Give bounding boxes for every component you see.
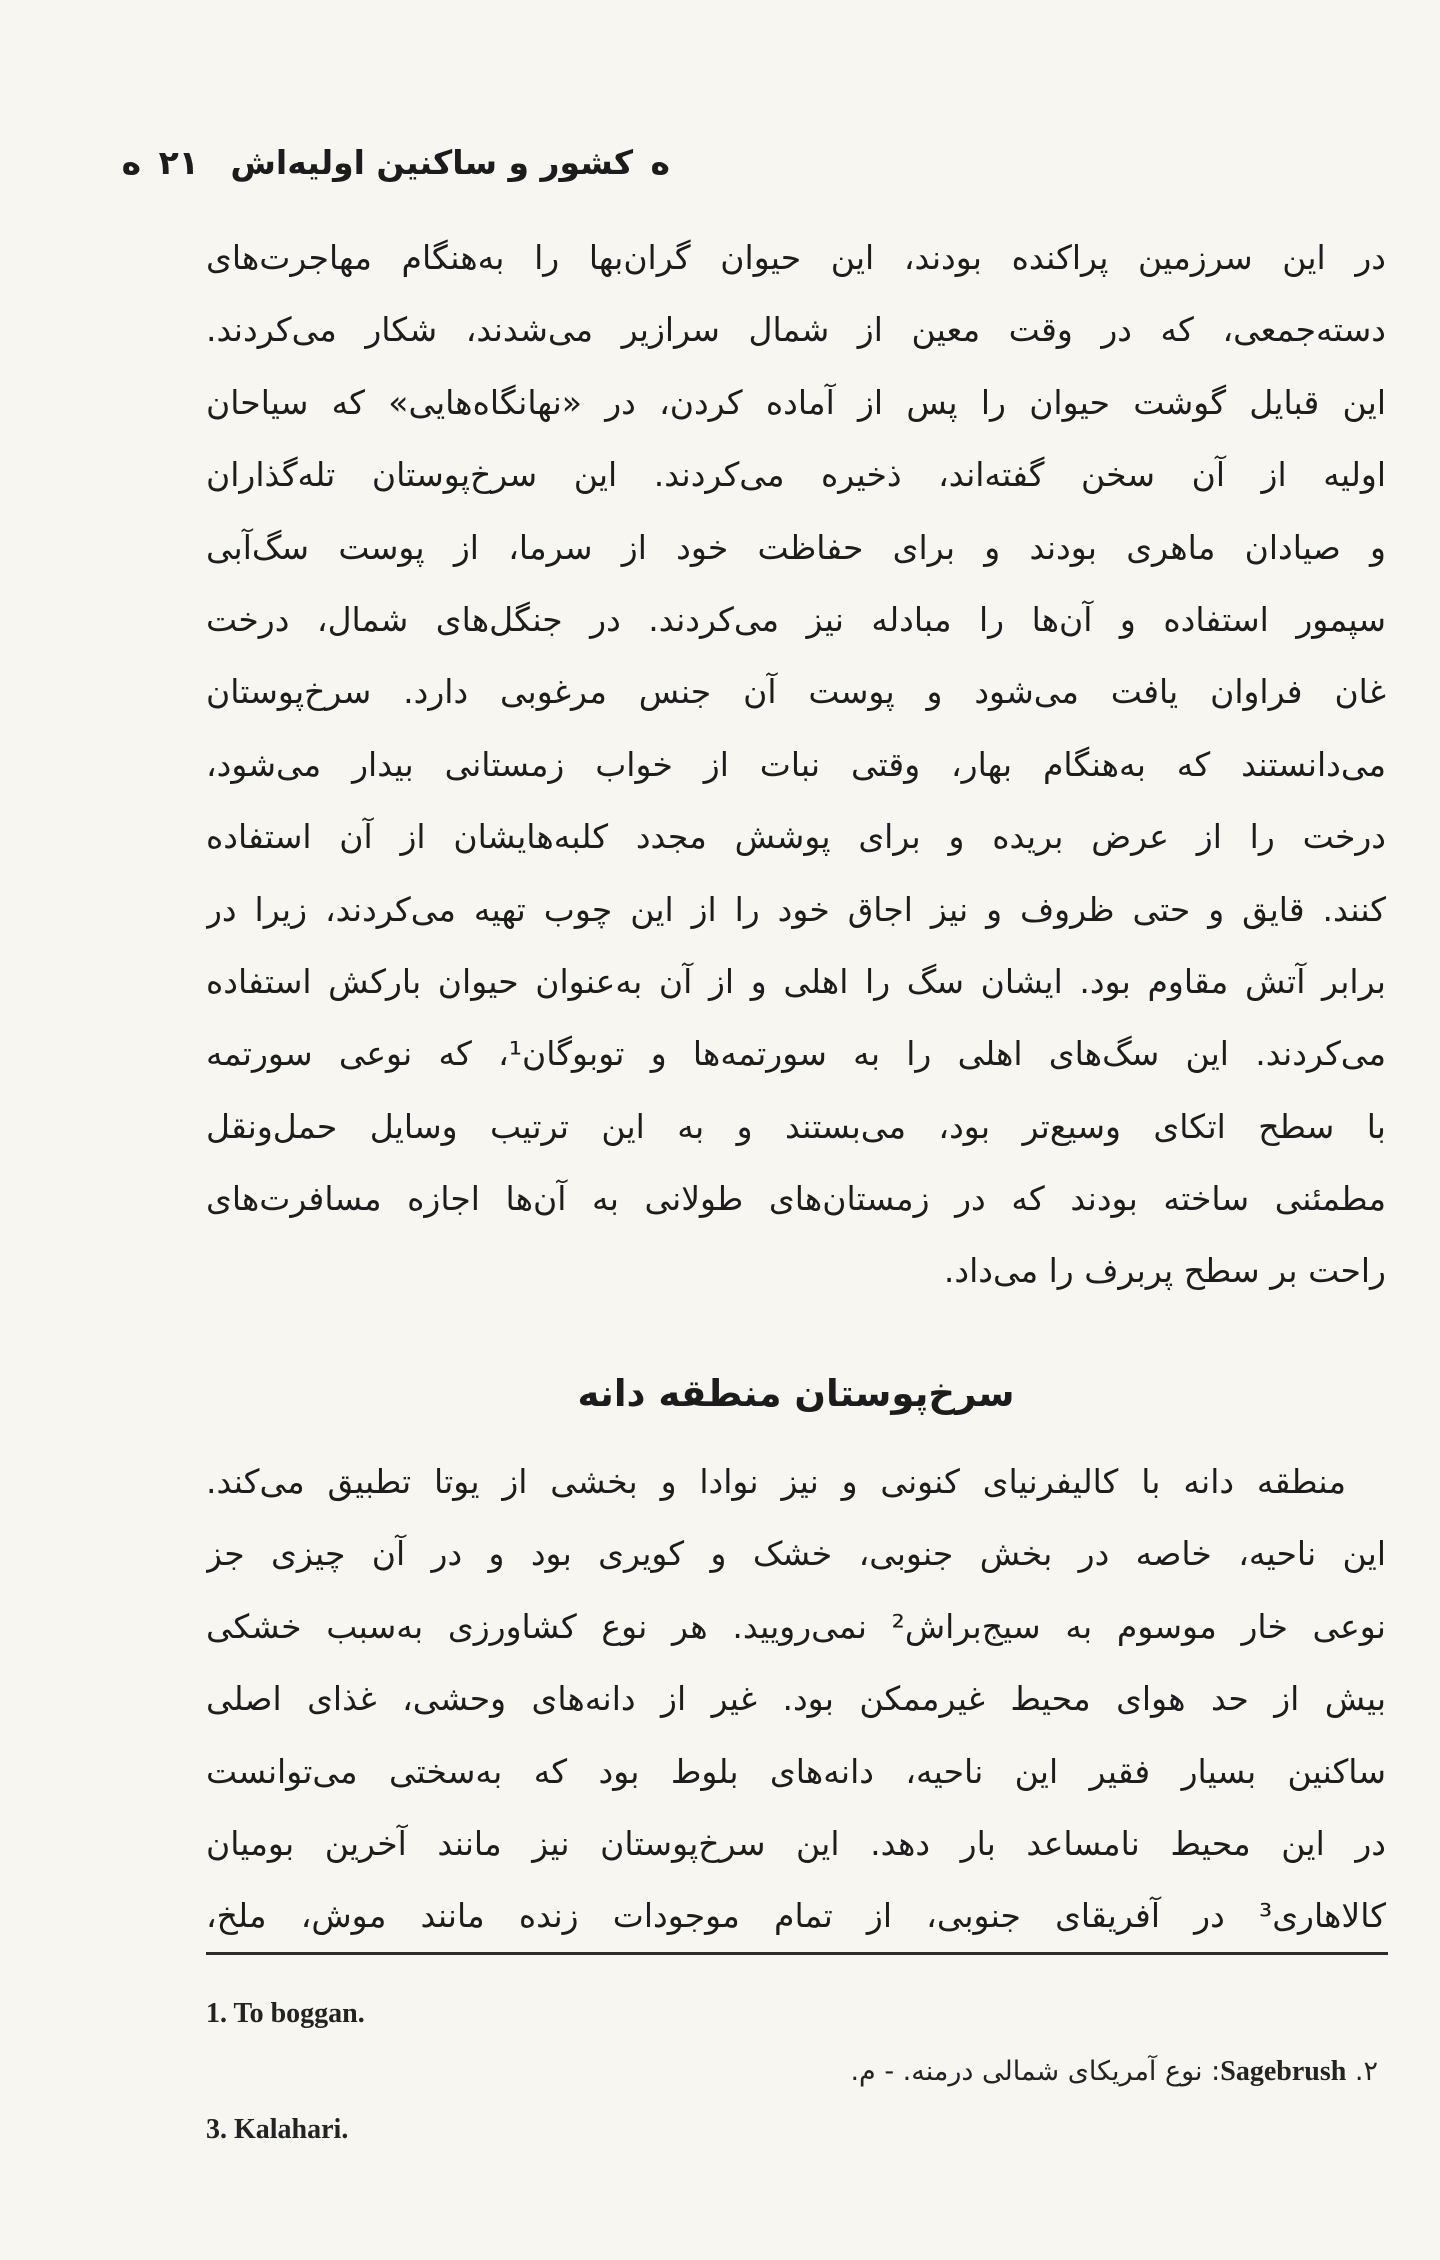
footnote-2 (850, 2050, 1378, 2094)
text-line: می‌کردند. این سگ‌های اهلی را به سورتمه‌ها و توبوگان¹، که نوعی سورتمه (206, 1034, 1386, 1074)
text-line: درخت را از عرض بریده و برای پوشش مجدد کلبه‌هایشان از آن استفاده (206, 817, 1386, 857)
footnote-divider (206, 1952, 1388, 1955)
running-head-bullet-end: ه (121, 143, 142, 182)
text-line: نوعی خار موسوم به سیج‌براش² نمی‌رویید. هر نوع کشاورزی به‌سبب خشکی (206, 1606, 1386, 1646)
text-line: این قبایل گوشت حیوان را پس از آماده کردن، در «نهانگاه‌هایی» که سیاحان (206, 382, 1386, 422)
text-line: با سطح اتکای وسیع‌تر بود، می‌بستند و به این ترتیب وسایل حمل‌ونقل (206, 1106, 1386, 1146)
running-head (121, 138, 670, 188)
text-line: کالاهاری³ در آفریقای جنوبی، از تمام موجودات زنده مانند موش، ملخ، (206, 1896, 1386, 1936)
text-line: در این محیط نامساعد بار دهد. این سرخ‌پوستان نیز مانند آخرین بومیان (206, 1823, 1386, 1863)
paragraph-1 (206, 222, 1386, 1308)
text-line: این ناحیه، خاصه در بخش جنوبی، خشک و کویری بود و در آن چیزی جز (206, 1534, 1386, 1574)
running-head-bullet: ه (650, 143, 670, 182)
running-head-title: کشور و ساکنین اولیه‌اش (230, 143, 634, 182)
text-line: مطمئنی ساخته بودند که در زمستان‌های طولانی به آن‌ها اجازه مسافرت‌های (206, 1179, 1386, 1219)
footnote-2-number: ۲. (1354, 2056, 1378, 2087)
section-heading: سرخ‌پوستان منطقه دانه (577, 1372, 1015, 1415)
footnote-2-term: Sagebrush (1220, 2056, 1347, 2087)
text-line: غان فراوان یافت می‌شود و پوست آن جنس مرغوبی دارد. سرخ‌پوستان (206, 672, 1386, 712)
text-line: سپمور استفاده و آن‌ها را مبادله نیز می‌کردند. در جنگل‌های شمال، درخت (206, 599, 1386, 639)
footnote-1: 1. To boggan. (206, 1998, 365, 2029)
text-line: دسته‌جمعی، که در وقت معین از شمال سرازیر می‌شدند، شکار می‌کردند. (206, 310, 1386, 350)
text-line: بیش از حد هوای محیط غیرممکن بود. غیر از دانه‌های وحشی، غذای اصلی (206, 1679, 1386, 1719)
text-line: منطقه دانه با کالیفرنیای کنونی و نیز نوادا و بخشی از یوتا تطبیق می‌کند. (206, 1462, 1346, 1501)
text-line: اولیه از آن سخن گفته‌اند، ذخیره می‌کردند. این سرخ‌پوستان تله‌گذاران (206, 455, 1386, 495)
text-line: برابر آتش مقاوم بود. ایشان سگ را اهلی و از آن به‌عنوان حیوان بارکش استفاده (206, 961, 1386, 1001)
footnote-3: 3. Kalahari. (206, 2114, 349, 2145)
text-line: ساکنین بسیار فقیر این ناحیه، دانه‌های بلوط بود که به‌سختی می‌توانست (206, 1751, 1386, 1791)
text-line: راحت بر سطح پربرف را می‌داد. (943, 1251, 1386, 1291)
footnote-2-text: : نوع آمریکای شمالی درمنه. - م. (850, 2056, 1221, 2087)
text-line: می‌دانستند که به‌هنگام بهار، وقتی نبات از خواب زمستانی بیدار می‌شود، (206, 744, 1386, 784)
text-line: و صیادان ماهری بودند و برای حفاظت خود از سرما، از پوست سگ‌آبی (206, 527, 1386, 567)
page-number: ۲۱ (158, 143, 199, 182)
text-line: در این سرزمین پراکنده بودند، این حیوان گران‌بها را به‌هنگام مهاجرت‌های (206, 238, 1386, 277)
paragraph-2 (206, 1446, 1386, 1953)
text-line: کنند. قایق و حتی ظروف و نیز اجاق خود را از این چوب تهیه می‌کردند، زیرا در (206, 889, 1386, 929)
